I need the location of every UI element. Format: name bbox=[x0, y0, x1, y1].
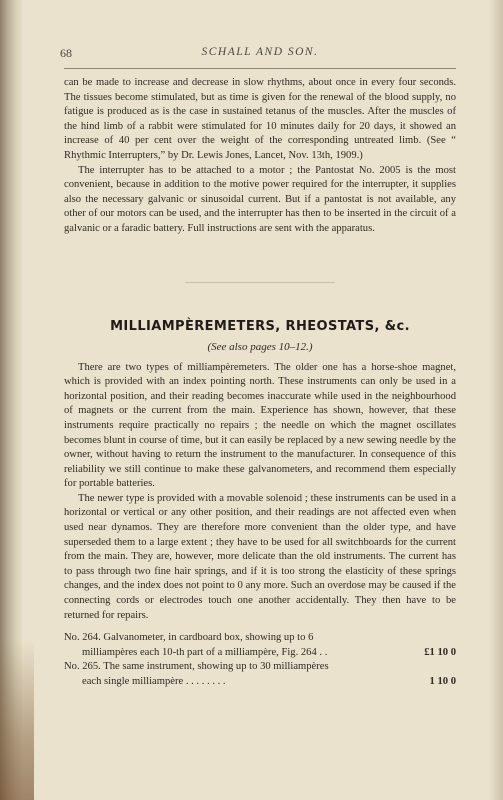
catalogue-item-line: milliampères each 10-th part of a milliampère, Fig. 264 . . bbox=[82, 646, 328, 658]
paragraph: The interrupter has to be attached to a motor ; the Pantostat No. 2005 is the most convenient, because in addition to the motive power required for the interrupter, it supplies also the necessary galvanic or sinusoidal current. But if a pantostat is not available, any other of our motors can be used, and the interrupter has then to be inserted in the circuit of a galvanic or a faradic battery. Full instructions are sent with the apparatus. bbox=[64, 164, 456, 234]
page-content bbox=[60, 46, 456, 690]
running-title: SCHALL AND SON. bbox=[201, 46, 319, 58]
page-header bbox=[60, 46, 456, 64]
paragraph: There are two types of milliampèremeters. The older one has a horse-shoe magnet, which is provided with an index pointing north. These instruments can only be used in a horizontal position, and their reading becomes inaccurate while used in the neighbourhood of magnets or the current from the main. Experience has shown, however, that these instruments require practically no repairs ; the needle on which the magnet oscillates becomes blunt in course of time, but it can easily be replaced by a new sewing needle by the owner, without having to return the instrument to the manufacturer. In consequence of this reliability we still continue to make these galvanometers, and recommend them especially for portable batteries. bbox=[64, 361, 456, 490]
section-divider bbox=[185, 282, 335, 283]
catalogue-item bbox=[64, 631, 456, 660]
catalogue-item-price: 1 10 0 bbox=[429, 676, 456, 687]
catalogue-item-line: No. 264. Galvanometer, in cardboard box, showing up to 6 bbox=[64, 632, 314, 644]
see-also-note: (See also pages 10–12.) bbox=[207, 340, 313, 353]
catalogue-item-price: £1 10 0 bbox=[424, 646, 456, 658]
section-heading: MILLIAMPÈREMETERS, RHEOSTATS, &c. bbox=[110, 318, 410, 334]
header-rule bbox=[64, 68, 456, 69]
catalogue-item bbox=[64, 660, 456, 689]
catalogue-item-line: each single milliampère . . . . . . . . bbox=[82, 676, 226, 687]
paragraph: The newer type is provided with a movable solenoid ; these instruments can be used in a horizontal or vertical or any other position, and their readings are not affected even when used near dynamos. They are therefore more convenient than the older type, and have superseded them to a large extent ; they have to be used for all switchboards for the current from the main. They are, however, more delicate than the old instruments. The current has to pass through two fine hair springs, and if it is too strong the elasticity of these springs changes, and the index does not point to 0 any more. Such an overdose may be caused if the connecting cords or electrodes touch one another accidentally. They then have to be returned for repairs. bbox=[64, 492, 456, 621]
page-stain bbox=[0, 640, 34, 800]
paragraph: can be made to increase and decrease in slow rhythms, about once in every four seconds. The tissues become stimulated, but as time is given for the renewal of the blood supply, no fatigue is produced as is the case in sustained tetanus of the muscles. After the muscles of the hind limb of a rabbit were stimulated for 10 minutes daily for 20 days, it showed an increase of 40 per cent over the weight of the corresponding untreated limb. (See “ Rhythmic Interrupters,” by Dr. Lewis Jones, Lancet, Nov. 13th, 1909.) bbox=[64, 77, 456, 161]
catalogue-item-line: No. 265. The same instrument, showing up to 30 milliampères bbox=[64, 661, 329, 673]
catalogue-list bbox=[64, 631, 456, 689]
page-edge bbox=[489, 0, 503, 800]
page-number: 68 bbox=[60, 46, 72, 60]
